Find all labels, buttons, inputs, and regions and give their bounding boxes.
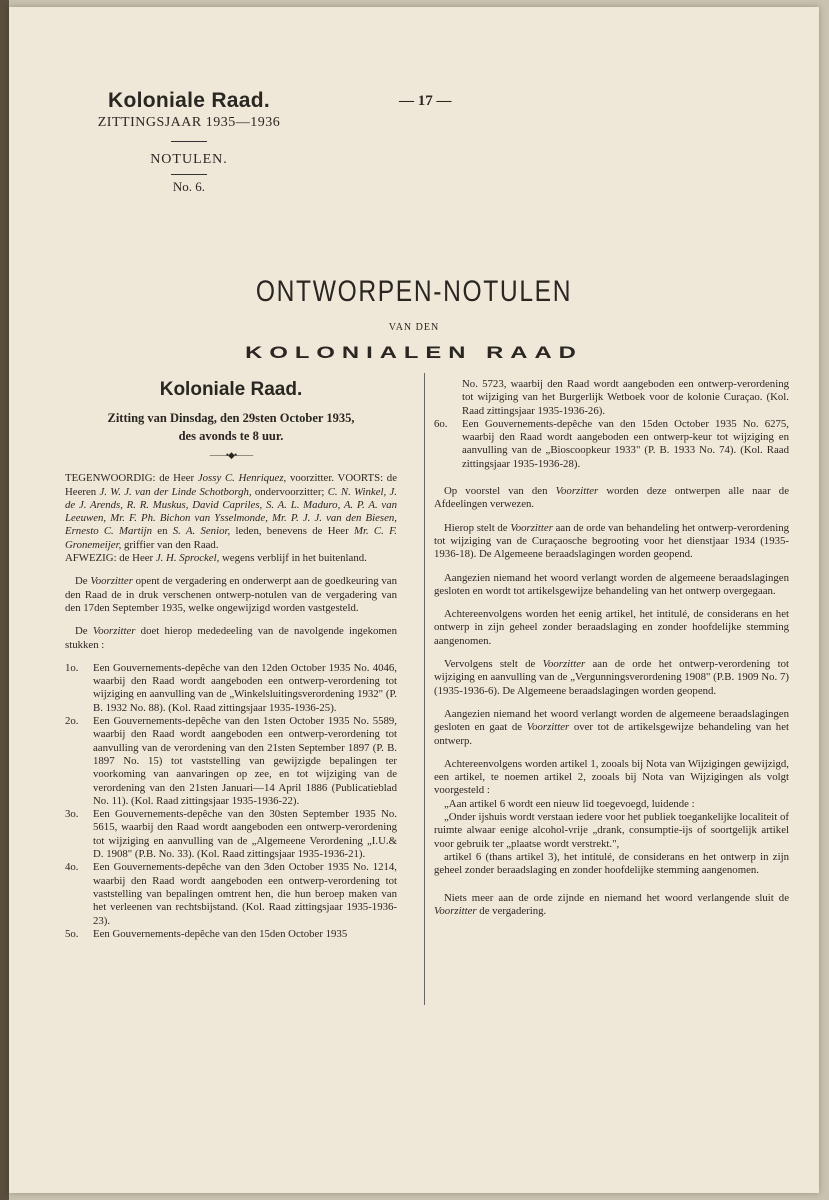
masthead-rule-2: [171, 174, 207, 175]
referral-paragraph: Op voorstel van den Voorzitter worden deze ontwerpen alle naar de Afdeelingen verwezen.: [434, 485, 789, 511]
masthead: [69, 89, 309, 195]
closing-general-paragraph: Aangezien niemand het woord verlangt worden de algemeene beraadslagingen gesloten en wordt tot artikelsgewijze behandeling van het ontwerp overgegaan.: [434, 571, 789, 597]
opening-paragraph: De Voorzitter opent de vergadering en onderwerpt aan de goedkeuring van den Raad de in druk verschenen ontwerp-notulen van de vergadering van den 17den September 1935, welke ongewijzigd worden vastgesteld.: [65, 575, 397, 614]
page-number: — 17 —: [399, 93, 452, 109]
articlewise-paragraph: Aangezien niemand het woord verlangt worden de algemeene beraadslagingen gesloten en gaat de Voorzitter over tot de artikelsgewijze behandeling van het ontwerp.: [434, 707, 789, 747]
notulen-label: NOTULEN.: [150, 152, 228, 167]
masthead-rule: [171, 141, 207, 142]
council-name: Koloniale Raad.: [107, 89, 271, 112]
sitting-time: des avonds te 8 uur.: [178, 429, 284, 443]
articles-paragraph: Achtereenvolgens worden artikel 1, zooals bij Nota van Wijzigingen gewijzigd, een artikel, te noemen artikel 2, zooals bij Nota van Wijzigingen als volgt voorgesteld :: [434, 757, 789, 797]
list-item: 1o. Een Gouvernements-depêche van den 12den October 1935 No. 4046, waarbij den Raad wordt aangeboden een ontwerp-verordening tot wijziging en aanvulling van de „Winkelsluitingsverordening 1932" (P. B. 1932 No. 88). (Kol. Raad zittingsjaar 1935-1936-25).: [65, 661, 397, 714]
quote-line: „Aan artikel 6 wordt een nieuw lid toegevoegd, luidende :: [444, 797, 695, 810]
document-page: [9, 7, 819, 1193]
column-divider: [424, 373, 425, 1005]
closing-paragraph: Niets meer aan de orde zijnde en niemand het woord verlangende sluit de Voorzitter de vergadering.: [434, 891, 789, 917]
list-item: 5o. Een Gouvernements-depêche van den 15den October 1935: [65, 927, 348, 940]
left-column: [65, 379, 397, 941]
session-year: ZITTINGSJAAR 1935—1936: [97, 115, 281, 130]
main-title: ONTWORPEN-NOTULEN: [255, 275, 573, 308]
sitting-date: Zitting van Dinsdag, den 29sten October 1935,: [107, 411, 355, 425]
license-paragraph: Vervolgens stelt de Voorzitter aan de orde het ontwerp-verordening tot wijziging en aanvulling van de „Vergunningsverordening 1908" (P.B. 1909 No. 7) (1935-1936-6). De Algemeene beraadslagingen worden geopend.: [434, 658, 789, 697]
right-column: [434, 378, 789, 928]
section-title: Koloniale Raad.: [159, 379, 303, 400]
list-item: 4o. Een Gouvernements-depêche van den 3den October 1935 No. 1214, waarbij den Raad wordt aangeboden een ontwerp-verordening tot vaststelling van bepalingen omtrent hen, die hun beroep maken van het verleenen van rechtsbijstand. (Kol. Raad zittingsjaar 1935-1936-23).: [65, 861, 397, 927]
adoption-paragraph: Achtereenvolgens worden het eenig artikel, het intitulé, de considerans en het ontwerp in zijn geheel zonder beraadslaging en zonder hoofdelijke stemming aangenomen.: [434, 608, 789, 647]
budget-paragraph: Hierop stelt de Voorzitter aan de orde van behandeling het ontwerp-verordening tot wijziging van de Curaçaosche begrooting voor het dienstjaar 1934 (1935-1936-18). De Algemeene beraadslagingen worden geopend.: [434, 521, 789, 561]
announcement-paragraph: De Voorzitter doet hierop mededeeling van de navolgende ingekomen stukken :: [65, 625, 397, 651]
title-van-den: VAN DEN: [388, 322, 440, 333]
attendance-paragraph: TEGENWOORDIG: de Heer Jossy C. Henriquez, voorzitter. VOORTS: de Heeren J. W. J. van der Linde Schotborgh, ondervoorzitter; C. N. Winkel, J. de J. Arends, R. R. Muskus, David Capriles, S. A. L. Maduro, A. P. A. van Leeuwen, Mr. F. Ph. Bichon van Ysselmonde, Mr. P. J. J. van den Biesen, Ernesto C. Martijn en S. A. Senior, leden, benevens de Heer Mr. C. F. Gronemeijer, griffier van den Raad. AFWEZIG: de Heer J. H. Sprockel, wegens verblijf in het buitenland.: [65, 472, 397, 565]
quote-line: artikel 6 (thans artikel 3), het intitulé, de considerans en het ontwerp in zijn geheel zonder beraadslaging en zonder hoofdelijke stemming aangenomen.: [434, 850, 789, 877]
subtitle: KOLONIALEN RAAD: [245, 343, 583, 362]
ornament: ——•◆•——: [209, 450, 253, 460]
list-item: 3o. Een Gouvernements-depêche van den 30sten September 1935 No. 5615, waarbij den Raad wordt aangeboden een ontwerp-verordening tot wijziging en aanvulling van de „Algemeene Verordening „I.U.& D. 1908" (P.B. No. 33). (Kol. Raad zittingsjaar 1935-1936-21).: [65, 808, 397, 861]
list-item: 6o. Een Gouvernements-depêche van den 15den October 1935 No. 6275, waarbij den Raad wordt aangeboden een ontwerp-keur tot wijziging en aanvulling van de „Bioscoopkeur 1933" (P. B. 1933 No. 74). (Kol. Raad zittingsjaar 1935-1936-28).: [434, 417, 789, 470]
issue-number: No. 6.: [172, 179, 206, 194]
list-item: 2o. Een Gouvernements-depêche van den 1sten October 1935 No. 5589, waarbij den Raad wordt aangeboden een ontwerp-verordening tot aanvulling van de verordening van den 21sten September 1897 (P. B. 1897 No. 15) tot vaststelling van gewijzigde bepalingen ter voorkoming van aanvaringen op zee, en tot wijziging van de verordening van den 21sten Januari—14 April 1886 (Publicatieblad No. 11). (Kol. Raad zittingsjaar 1935-1936-22).: [65, 715, 397, 807]
scan-edge: [0, 0, 9, 1200]
list-item-continued: No. 5723, waarbij den Raad wordt aangeboden een ontwerp-verordening tot wijziging van het Burgerlijk Wetboek voor de kolonie Curaçao. (Kol. Raad zittingsjaar 1935-1936-26).: [462, 378, 789, 417]
quote-line: „Onder ijshuis wordt verstaan iedere voor het publiek toegankelijke localiteit of ruimte alwaar eenige alcohol-vrije „drank, consumptie-ijs of soortgelijk artikel voor gebruik ter „plaatse wordt verstrekt.",: [434, 811, 789, 850]
